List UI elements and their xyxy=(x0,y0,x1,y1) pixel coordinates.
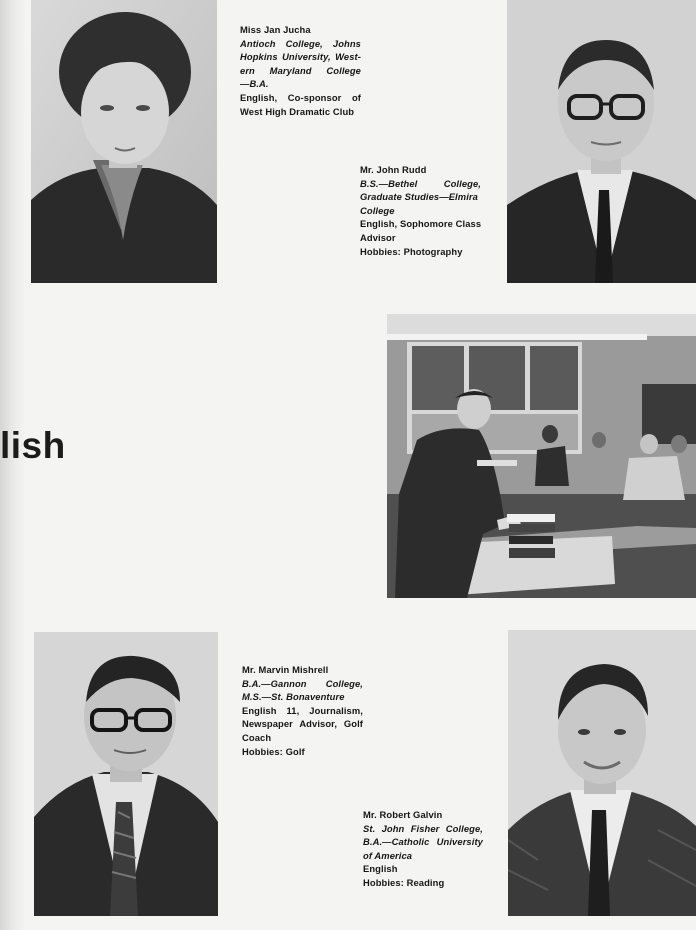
caption-marvin-mishrell xyxy=(242,663,363,758)
section-title: lish xyxy=(0,425,66,466)
staff-detail-line: English xyxy=(363,863,398,875)
staff-name: Mr. Robert Galvin xyxy=(363,809,443,820)
portrait-john-rudd xyxy=(507,0,696,283)
staff-detail-line: Newspaper Advisor, Golf xyxy=(242,718,363,730)
caption-jan-jucha xyxy=(240,23,361,118)
staff-detail-line: English, Co-sponsor of xyxy=(240,91,361,103)
staff-education-line: B.A.—Catholic University xyxy=(363,836,483,848)
staff-detail-line: Hobbies: Reading xyxy=(363,876,445,888)
staff-education-line: Hopkins University, West- xyxy=(240,51,361,63)
caption-john-rudd xyxy=(360,163,481,258)
staff-detail-line: Hobbies: Golf xyxy=(242,745,305,757)
staff-education-line: M.S.—St. Bonaventure xyxy=(242,691,345,703)
staff-education-line: B.S.—Bethel College, xyxy=(360,177,481,189)
staff-detail-line: English 11, Journalism, xyxy=(242,704,363,716)
staff-detail-line: West High Dramatic Club xyxy=(240,105,355,117)
staff-detail-line: Hobbies: Photography xyxy=(360,245,463,257)
staff-education-line: —B.A. xyxy=(240,78,269,90)
staff-detail-line: Advisor xyxy=(360,231,396,243)
staff-education-line: Antioch College, Johns xyxy=(240,37,361,49)
staff-detail-line: English, Sophomore Class xyxy=(360,218,482,230)
portrait-jan-jucha xyxy=(31,0,217,283)
classroom-photo xyxy=(387,314,696,598)
staff-detail-line: Coach xyxy=(242,731,272,743)
staff-education-line: St. John Fisher College, xyxy=(363,822,483,834)
staff-education-line: of America xyxy=(363,849,413,861)
staff-education-line: Graduate Studies—Elmira xyxy=(360,191,478,203)
staff-name: Mr. John Rudd xyxy=(360,164,427,175)
staff-education-line: College xyxy=(360,204,395,216)
staff-name: Miss Jan Jucha xyxy=(240,24,311,35)
portrait-marvin-mishrell xyxy=(34,632,218,916)
staff-education-line: ern Maryland College xyxy=(240,64,361,76)
staff-education-line: B.A.—Gannon College, xyxy=(242,677,363,689)
staff-name: Mr. Marvin Mishrell xyxy=(242,664,329,675)
caption-robert-galvin xyxy=(363,808,483,890)
portrait-robert-galvin xyxy=(508,630,696,916)
